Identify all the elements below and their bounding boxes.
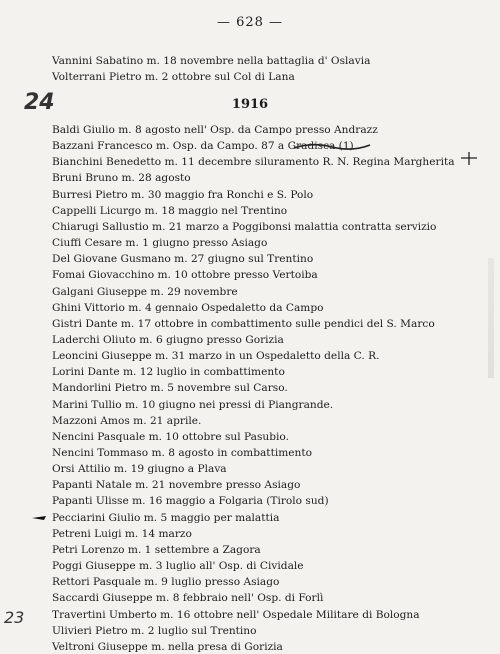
list-item: Bruni Bruno m. 28 agosto (52, 172, 191, 185)
list-item: Chiarugi Sallustio m. 21 marzo a Poggibonsi malattia contratta servizio (52, 220, 437, 233)
list-item: Petri Lorenzo m. 1 settembre a Zagora (52, 543, 261, 556)
handwritten-annotation-bottom: 23 (4, 608, 25, 627)
list-item: Mazzoni Amos m. 21 aprile. (52, 414, 202, 427)
list-item: Ciuffi Cesare m. 1 giugno presso Asiago (52, 237, 268, 249)
list-item: Petreni Luigi m. 14 marzo (52, 527, 192, 540)
list-item: Lorini Dante m. 12 luglio in combattimento (52, 366, 285, 379)
list-item: Cappelli Licurgo m. 18 maggio nel Trentino (52, 204, 288, 217)
handwritten-cross-mark (458, 149, 480, 167)
list-item: Gistri Dante m. 17 ottobre in combattimento sulle pendici del S. Marco (52, 317, 435, 330)
page-edge-shadow (488, 258, 494, 378)
list-item: Fomai Giovacchino m. 10 ottobre presso Vertoiba (52, 269, 318, 282)
list-item: Marini Tullio m. 10 giugno nei pressi di Piangrande. (52, 398, 334, 411)
list-item: Mandorlini Pietro m. 5 novembre sul Carso. (52, 382, 288, 395)
list-item: Papanti Ulisse m. 16 maggio a Folgaria (Tirolo sud) (52, 495, 329, 508)
list-item: Bazzani Francesco m. Osp. da Campo. 87 a Gradisca (1) (52, 140, 354, 153)
list-item: Papanti Natale m. 21 novembre presso Asiago (52, 479, 301, 492)
list-item: Orsi Attilio m. 19 giugno a Plava (52, 463, 227, 476)
list-item: Nencini Pasquale m. 10 ottobre sul Pasubio. (52, 430, 289, 443)
list-item: Pecciarini Giulio m. 5 maggio per malattia (52, 511, 280, 524)
list-item: Ghini Vittorio m. 4 gennaio Ospedaletto da Campo (52, 301, 324, 314)
list-item: Saccardi Giuseppe m. 8 febbraio nell' Osp. di Forlì (52, 592, 324, 605)
list-item: Laderchi Oliuto m. 6 giugno presso Gorizia (52, 333, 284, 346)
list-item: Rettori Pasquale m. 9 luglio presso Asiago (52, 576, 280, 589)
list-item: Travertini Umberto m. 16 ottobre nell' Ospedale Militare di Bologna (52, 608, 420, 621)
list-item: Volterrani Pietro m. 2 ottobre sul Col di Lana (52, 71, 295, 83)
list-item: Burresi Pietro m. 30 maggio fra Ronchi e S. Polo (52, 188, 314, 201)
section-year-heading: 1916 (231, 97, 269, 112)
handwritten-underline-mark (292, 140, 372, 152)
handwritten-annotation-top: 24 (24, 90, 55, 115)
list-item: Poggi Giuseppe m. 3 luglio all' Osp. di Cividale (52, 560, 304, 572)
list-item: Nencini Tommaso m. 8 agosto in combattimento (52, 447, 312, 459)
list-item: Leoncini Giuseppe m. 31 marzo in un Ospedaletto della C. R. (52, 350, 380, 363)
list-item: Vannini Sabatino m. 18 novembre nella battaglia d' Oslavia (52, 55, 371, 67)
list-item: Galgani Giuseppe m. 29 novembre (52, 285, 238, 298)
list-item: Baldi Giulio m. 8 agosto nell' Osp. da Campo presso Andrazz (52, 124, 378, 136)
ink-bullet-mark (30, 512, 50, 524)
list-item: Veltroni Giuseppe m. nella presa di Gorizia (52, 640, 283, 653)
list-item: Del Giovane Gusmano m. 27 giugno sul Trentino (52, 253, 314, 266)
list-item: Bianchini Benedetto m. 11 decembre siluramento R. N. Regina Margherita (52, 156, 455, 169)
page-number: — 628 — (216, 15, 284, 30)
list-item: Ulivieri Pietro m. 2 luglio sul Trentino (52, 624, 257, 637)
